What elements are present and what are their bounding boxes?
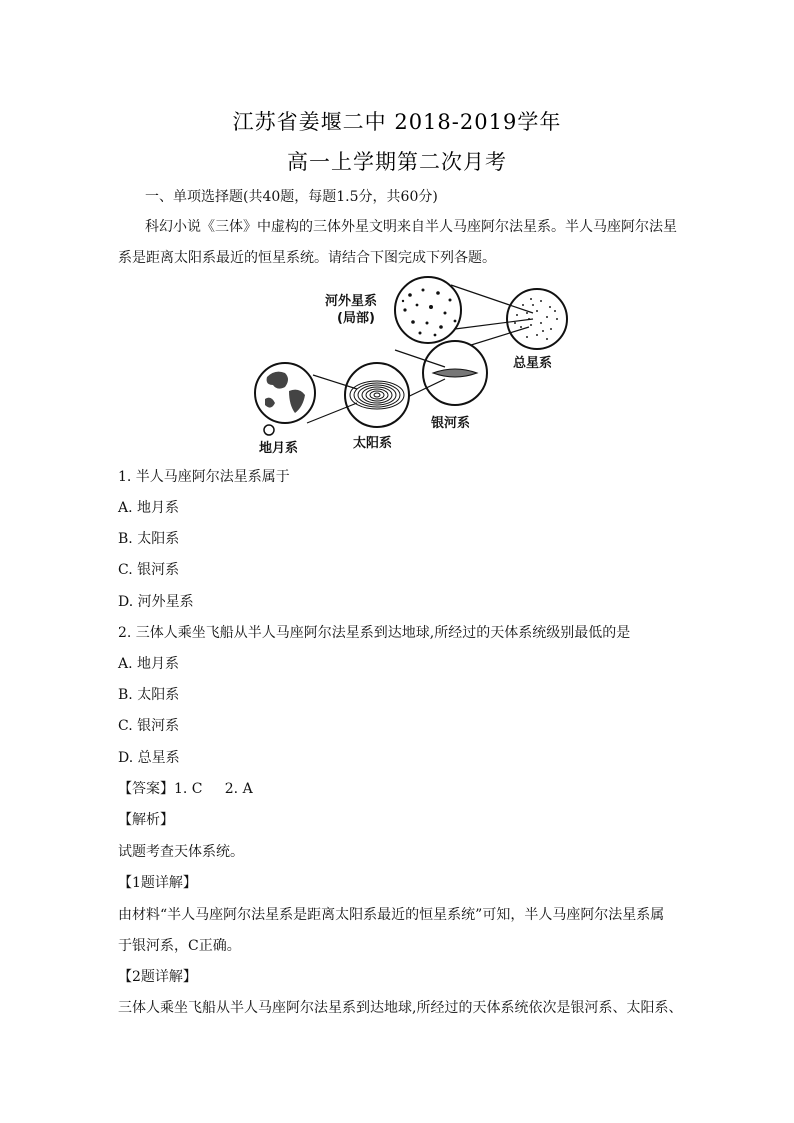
passage-line-2: 系是距离太阳系最近的恒星系统。请结合下图完成下列各题。: [118, 250, 496, 266]
passage-line-1: 科幻小说《三体》中虚构的三体外星文明来自半人马座阿尔法星系。半人马座阿尔法星: [145, 219, 677, 235]
celestial-systems-figure: [245, 275, 580, 460]
label-solar-system: 太阳系: [353, 436, 393, 451]
detail-2-line-1: 三体人乘坐飞船从半人马座阿尔法星系到达地球,所经过的天体系统依次是银河系、太阳系、: [118, 1000, 683, 1016]
label-earth-moon-system: 地月系: [259, 441, 299, 456]
earth-circle: [255, 363, 315, 423]
q2-option-a: A. 地月系: [118, 656, 180, 672]
title-line-2: 高一上学期第二次月考: [287, 150, 507, 174]
analysis-text: 试题考查天体系统。: [118, 844, 244, 860]
q1-option-d: D. 河外星系: [118, 594, 194, 610]
analysis-heading: 【解析】: [118, 812, 174, 828]
answer-line: 【答案】1. C 2. A: [118, 781, 253, 797]
q1-option-c: C. 银河系: [118, 562, 180, 578]
detail-1-line-1: 由材料“半人马座阿尔法星系是距离太阳系最近的恒星系统”可知，半人马座阿尔法星系属: [118, 907, 665, 923]
celestial-systems-diagram: [245, 275, 580, 460]
solar-system-circle: [345, 363, 409, 427]
section-heading: 一、单项选择题(共40题，每题1.5分，共60分): [145, 189, 438, 205]
q2-option-b: B. 太阳系: [118, 687, 180, 703]
question-1-stem: 1. 半人马座阿尔法星系属于: [118, 469, 290, 485]
detail-2-heading: 【2题详解】: [118, 969, 197, 985]
moon-circle: [264, 425, 274, 435]
title-line-1: 江苏省姜堰二中 2018-2019学年: [232, 110, 562, 134]
detail-1-line-2: 于银河系，C正确。: [118, 938, 241, 954]
q2-option-c: C. 银河系: [118, 718, 180, 734]
label-extragalactic-2: (局部): [337, 311, 375, 326]
label-total-system: 总星系: [513, 356, 553, 371]
label-galaxy: 银河系: [431, 416, 471, 431]
q2-option-d: D. 总星系: [118, 750, 180, 766]
q1-option-a: A. 地月系: [118, 500, 180, 516]
q1-option-b: B. 太阳系: [118, 531, 180, 547]
question-2-stem: 2. 三体人乘坐飞船从半人马座阿尔法星系到达地球,所经过的天体系统级别最低的是: [118, 625, 631, 641]
detail-1-heading: 【1题详解】: [118, 875, 197, 891]
label-extragalactic-1: 河外星系: [325, 294, 378, 309]
